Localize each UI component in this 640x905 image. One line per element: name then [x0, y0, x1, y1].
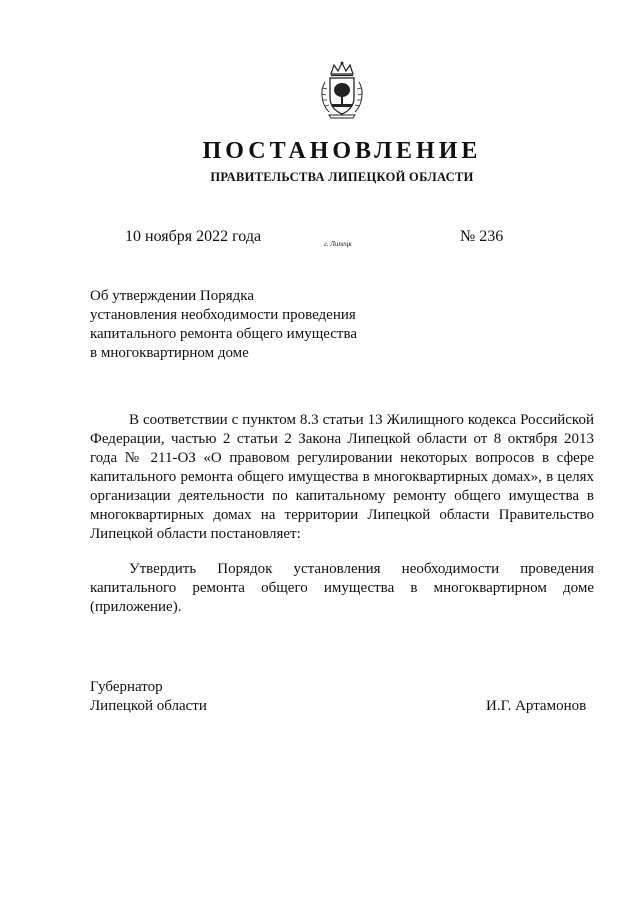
heading-line: Об утверждении Порядка — [90, 288, 254, 304]
signatory-position-line: Липецкой области — [90, 698, 207, 714]
body-paragraph-resolution: Утвердить Порядок установления необходимости проведения капитального ремонта общего имущества в многоквартирном доме (приложение). — [90, 561, 594, 615]
heading-line: капитального ремонта общего имущества — [90, 326, 358, 342]
document-city: г. Липецк — [324, 240, 352, 248]
signatory-name: И.Г. Артамонов — [486, 698, 587, 714]
heading-line: в многоквартирном доме — [90, 345, 249, 361]
coat-of-arms-icon — [317, 60, 367, 120]
signatory-position — [90, 678, 207, 716]
issuing-authority: ПРАВИТЕЛЬСТВА ЛИПЕЦКОЙ ОБЛАСТИ — [210, 170, 474, 184]
document-type-title: ПОСТАНОВЛЕНИЕ — [202, 138, 482, 164]
document-heading — [90, 287, 380, 363]
body-paragraph-preamble: В соответствии с пунктом 8.3 статьи 13 Жилищного кодекса Российской Федерации, частью 2 статьи 2 Закона Липецкой области от 8 октября 2013 года № 211-ОЗ «О правовом регулировании некоторых вопросов в сфере капитального ремонта общего имущества в многоквартирных домах», в целях организации деятельности по капитальному ремонту общего имущества в многоквартирных домах на территории Липецкой области Правительство Липецкой области постановляет: — [90, 412, 594, 542]
signatory-position-line: Губернатор — [90, 679, 163, 695]
heading-line: установления необходимости проведения — [90, 307, 356, 323]
document-date: 10 ноября 2022 года — [125, 228, 262, 245]
document-number: № 236 — [460, 228, 504, 245]
